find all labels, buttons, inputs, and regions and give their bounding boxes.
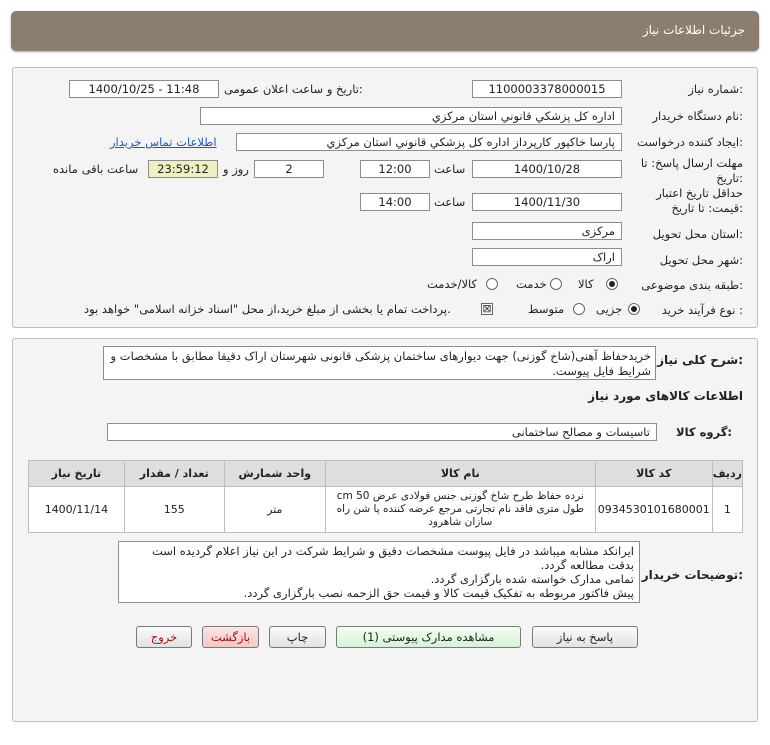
buyer-org-label: نام دستگاه خریدار: xyxy=(652,109,743,123)
buyer-contact-link[interactable]: اطلاعات تماس خریدار xyxy=(110,135,217,149)
goods-group-field: تاسیسات و مصالح ساختمانی xyxy=(107,423,657,441)
validity-date-field: 1400/11/30 xyxy=(472,193,622,211)
need-number-field: 1100003378000015 xyxy=(472,80,622,98)
deadline-date-field: 1400/10/28 xyxy=(472,160,622,178)
city-label: شهر محل تحویل: xyxy=(659,253,743,267)
buyer-note-line: پیش فاکتور مربوطه به تفکیک قیمت کالا و قیمت حق الزحمه نصب بارگزاری گردد. xyxy=(243,586,634,600)
buyer-notes-field xyxy=(118,541,640,603)
reply-button[interactable]: پاسخ به نیاز xyxy=(532,626,638,648)
process-radio-minor[interactable] xyxy=(628,303,640,315)
buyer-note-line: ایرانکد مشابه میباشد در فایل پیوست مشخصات دقیق و شرایط شرکت در این نیاز اعلام گردیده است بدقت مطالعه گردد. xyxy=(151,544,634,572)
col-index: ردیف xyxy=(712,461,742,487)
creator-label: ایجاد کننده درخواست: xyxy=(637,135,743,149)
row-code: 0934530101680001 xyxy=(595,487,712,533)
row-unit: متر xyxy=(224,487,325,533)
goods-group-label: گروه کالا: xyxy=(676,425,732,439)
description-label: شرح کلی نیاز: xyxy=(657,353,743,367)
deadline-label: مهلت ارسال پاسخ: تا xyxy=(640,156,743,170)
goods-table-header xyxy=(29,461,743,487)
category-radio-goods[interactable] xyxy=(606,278,618,290)
process-option-medium: متوسط xyxy=(528,302,565,316)
deadline-time-label: ساعت xyxy=(434,162,466,176)
need-number-label: شماره نیاز: xyxy=(688,82,743,96)
description-field: خریدحفاظ آهنی(شاخ گوزنی) جهت دیوارهای ساختمان پزشکی قانونی شهرستان اراک دقیقا مطابق با مشخصات و شرایط فایل پیوست. xyxy=(103,346,656,380)
validity-time-field: 14:00 xyxy=(360,193,430,211)
city-field: اراک xyxy=(472,248,622,266)
print-button[interactable]: چاپ xyxy=(269,626,326,648)
process-note: پرداخت تمام یا بخشی از مبلغ خرید،از محل "اسناد خزانه اسلامی" خواهد بود. xyxy=(84,302,451,316)
exit-button[interactable]: خروج xyxy=(136,626,192,648)
category-radio-goods-service[interactable] xyxy=(486,278,498,290)
announce-label: تاریخ و ساعت اعلان عمومی: xyxy=(224,82,363,96)
col-code: کد کالا xyxy=(595,461,712,487)
creator-field: پارسا خاكپور كارپرداز اداره كل پزشكي قانوني استان مركزي xyxy=(236,133,622,151)
buyer-org-field: اداره كل پزشكي قانوني استان مركزي xyxy=(200,107,622,125)
col-unit: واحد شمارش xyxy=(224,461,325,487)
buyer-note-line: تمامی مدارک خواسته شده بارگزاری گردد. xyxy=(430,572,634,586)
process-label: نوع فرآیند خرید : xyxy=(661,303,743,317)
col-qty: تعداد / مقدار xyxy=(124,461,224,487)
row-date: 1400/11/14 xyxy=(29,487,125,533)
process-radio-medium[interactable] xyxy=(573,303,585,315)
category-label: طبقه بندی موضوعی: xyxy=(641,278,743,292)
col-name: نام کالا xyxy=(325,461,595,487)
deadline-time-field: 12:00 xyxy=(360,160,430,178)
process-option-minor: جزیی xyxy=(596,302,623,316)
back-button[interactable]: بازگشت xyxy=(202,626,259,648)
remaining-days-label: روز و xyxy=(223,162,249,176)
view-attachments-button[interactable]: مشاهده مدارک پیوستی (1) xyxy=(336,626,521,648)
province-field: مرکزی xyxy=(472,222,622,240)
row-qty: 155 xyxy=(124,487,224,533)
validity-time-label: ساعت xyxy=(434,195,466,209)
col-date: تاریخ نیاز xyxy=(29,461,125,487)
validity-label: حداقل تاریخ اعتبار xyxy=(656,186,743,200)
category-radio-service[interactable] xyxy=(550,278,562,290)
goods-section-title: اطلاعات کالاهای مورد نیاز xyxy=(588,389,743,403)
category-option-goods: کالا xyxy=(578,277,594,291)
deadline-label-date: تاریخ: xyxy=(716,171,743,185)
province-label: استان محل تحویل: xyxy=(652,227,743,241)
remaining-time-label: ساعت باقی مانده xyxy=(53,162,139,176)
remaining-time-field: 23:59:12 xyxy=(148,160,218,178)
category-option-service: خدمت xyxy=(516,277,547,291)
remaining-days-field: 2 xyxy=(254,160,324,178)
page-title: جزئیات اطلاعات نیاز xyxy=(642,23,745,37)
announce-field: 1400/10/25 - 11:48 xyxy=(69,80,219,98)
treasury-checkbox[interactable]: ⊠ xyxy=(482,302,492,315)
validity-label-date: قیمت: تا تاریخ: xyxy=(671,201,743,215)
row-index: 1 xyxy=(712,487,742,533)
buyer-notes-label: توضیحات خریدار: xyxy=(641,568,743,582)
page-header xyxy=(11,11,759,51)
category-option-goods-service: کالا/خدمت xyxy=(427,277,478,291)
goods-table xyxy=(28,460,743,533)
row-name: نرده حفاظ طرح شاخ گوزنی جنس فولادی عرض 50 cm طول متری فاقد نام تجارتی مرجع عرضه کننده پا شن راه سازان شاهرود xyxy=(325,487,595,533)
table-row xyxy=(29,487,743,533)
